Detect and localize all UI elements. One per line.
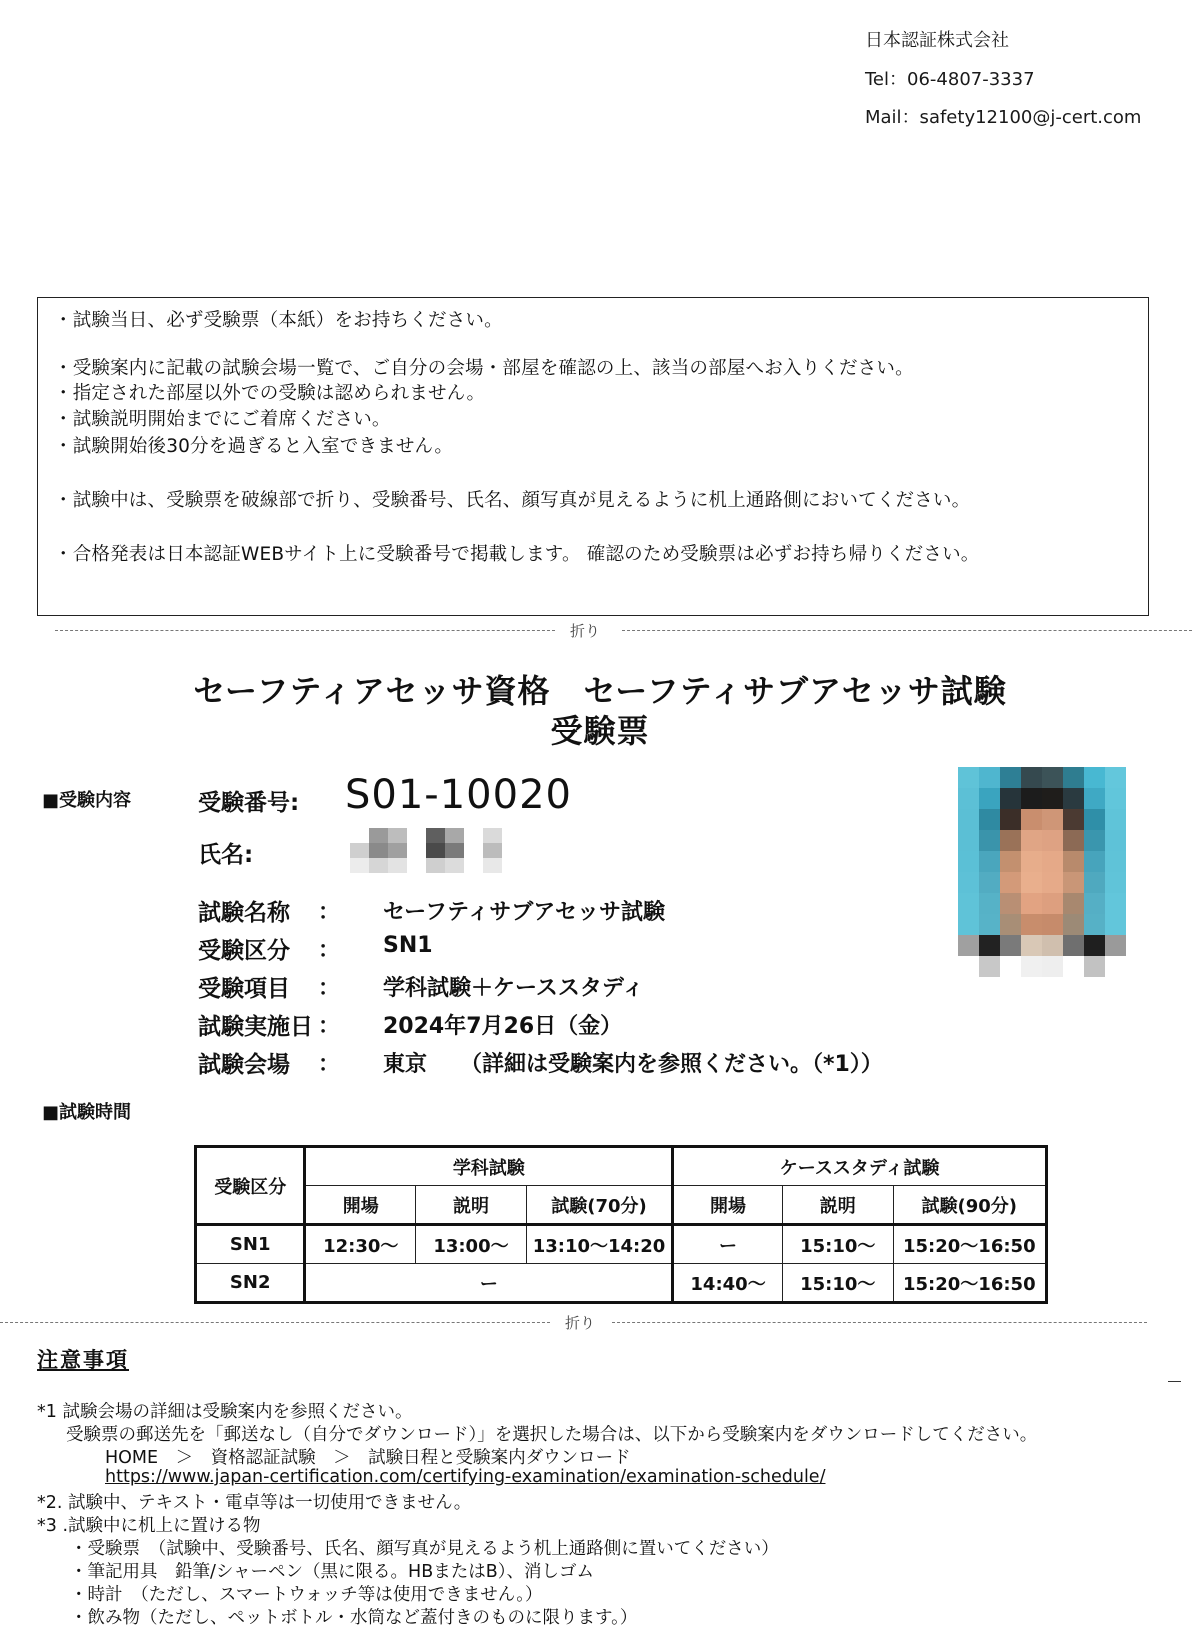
mosaic-cell [1000,767,1021,788]
mosaic-cell [979,809,1000,830]
mosaic-cell [1000,809,1021,830]
mosaic-cell [958,809,979,830]
margin-mark [1168,1381,1181,1382]
mosaic-cell [1084,788,1105,809]
instruction-line: ・指定された部屋以外での受験は認められません。 [54,383,486,404]
mosaic-cell [958,893,979,914]
mosaic-cell [1042,914,1063,935]
mosaic-cell [1063,956,1084,977]
mosaic-cell [350,858,369,873]
section-schedule: ■試験時間 [42,1102,132,1123]
mosaic-cell [1042,788,1063,809]
table-row [196,1264,1047,1303]
mosaic-cell [1000,893,1021,914]
mosaic-cell [1105,893,1126,914]
instruction-line: ・試験中は、受験票を破線部で折り、受験番号、氏名、顔写真が見えるように机上通路側においてください。 [54,490,971,511]
note-line: *3 .試験中に机上に置ける物 [37,1516,261,1536]
section-exam-info: ■受験内容 [42,790,132,811]
field-colon: ： [318,1014,341,1039]
download-link[interactable]: https://www.japan-certification.com/certifying-examination/examination-schedule/ [105,1467,826,1487]
mosaic-cell [1042,872,1063,893]
mosaic-cell [1021,788,1042,809]
company-tel: Tel：06-4807-3337 [865,69,1035,90]
field-colon: ： [318,1052,341,1077]
subheader: 試験(70分) [526,1186,672,1225]
subheader: 説明 [416,1186,527,1225]
mosaic-cell [1021,767,1042,788]
mosaic-cell [1105,935,1126,956]
field-colon: ： [318,900,341,925]
mosaic-cell [1042,893,1063,914]
mosaic-cell [1042,956,1063,977]
row-category: SN2 [196,1264,305,1303]
page-subtitle: 受験票 [550,712,650,750]
field-value: 学科試験＋ケーススタディ [383,976,645,1001]
mosaic-cell [445,843,464,858]
fold-label: 折り [570,622,601,640]
mosaic-cell [464,828,483,843]
mosaic-cell [1042,851,1063,872]
mosaic-cell [1105,767,1126,788]
field-colon: ： [318,938,341,963]
notes-heading: 注意事項 [37,1348,129,1372]
mosaic-cell [1000,851,1021,872]
mosaic-cell [426,858,445,873]
fold-line [622,630,1192,631]
instructions-box [37,297,1149,616]
mosaic-cell [1084,935,1105,956]
mosaic-cell [1021,893,1042,914]
mosaic-cell [502,828,521,843]
mosaic-cell [1021,851,1042,872]
mosaic-cell [1021,872,1042,893]
mosaic-cell [1084,914,1105,935]
header-group-written: 学科試験 [305,1147,673,1186]
field-value: セーフティサブアセッサ試験 [383,900,666,925]
field-colon: ： [318,976,341,1001]
table-cell: 12:30〜 [305,1225,416,1264]
mosaic-cell [1063,893,1084,914]
name-label: 氏名: [198,842,254,868]
mosaic-cell [1042,809,1063,830]
mosaic-cell [464,858,483,873]
mosaic-cell [1021,914,1042,935]
mosaic-cell [388,828,407,843]
instruction-line: ・受験案内に記載の試験会場一覧で、ご自分の会場・部屋を確認の上、該当の部屋へお入りください。 [54,358,914,379]
mosaic-cell [369,828,388,843]
fold-line [0,1322,550,1323]
mosaic-cell [1000,914,1021,935]
mosaic-cell [1063,872,1084,893]
mosaic-cell [979,956,1000,977]
redacted-photo [958,767,1126,977]
mosaic-cell [979,893,1000,914]
mosaic-cell [1063,788,1084,809]
mosaic-cell [502,858,521,873]
mosaic-cell [388,843,407,858]
mosaic-cell [1084,809,1105,830]
mosaic-cell [445,858,464,873]
schedule-table [194,1145,1048,1304]
mosaic-cell [407,828,426,843]
table-cell: 13:10〜14:20 [526,1225,672,1264]
table-cell: 15:10〜 [782,1225,893,1264]
company-mail: Mail：safety12100@j-cert.com [865,107,1142,128]
exam-number-label: 受験番号: [198,790,300,816]
instruction-line: ・試験当日、必ず受験票（本紙）をお持ちください。 [54,310,503,331]
field-label: 試験会場 [198,1052,290,1078]
mosaic-cell [1042,830,1063,851]
note-line: HOME ＞ 資格認証試験 ＞ 試験日程と受験案内ダウンロード [105,1448,631,1468]
header-category: 受験区分 [196,1147,305,1225]
mosaic-cell [1105,830,1126,851]
field-value: 東京 （詳細は受験案内を参照ください。（*1）） [383,1052,883,1077]
field-label: 試験実施日 [198,1014,313,1040]
mosaic-cell [1000,935,1021,956]
field-value: 2024年7月26日（金） [383,1014,623,1039]
mosaic-cell [1105,914,1126,935]
table-cell: 14:40〜 [673,1264,783,1303]
mosaic-cell [1084,872,1105,893]
subheader: 開場 [673,1186,783,1225]
mosaic-cell [958,914,979,935]
table-cell: 15:20〜16:50 [893,1225,1046,1264]
mosaic-cell [369,858,388,873]
note-line: 受験票の郵送先を「郵送なし（自分でダウンロード）」を選択した場合は、以下から受験案内をダウンロードしてください。 [66,1425,1038,1445]
mosaic-cell [1000,830,1021,851]
mosaic-cell [1063,767,1084,788]
mosaic-cell [1063,935,1084,956]
mosaic-cell [1084,851,1105,872]
mosaic-cell [1042,935,1063,956]
mosaic-cell [483,843,502,858]
exam-number: S01-10020 [345,772,572,818]
mosaic-cell [1042,767,1063,788]
mosaic-cell [1021,809,1042,830]
mosaic-cell [483,858,502,873]
company-name: 日本認証株式会社 [865,30,1009,51]
mosaic-cell [958,956,979,977]
mosaic-cell [1063,851,1084,872]
mosaic-cell [1000,872,1021,893]
mosaic-cell [1063,809,1084,830]
field-value: SN1 [383,933,433,958]
mosaic-cell [1105,872,1126,893]
mosaic-cell [958,872,979,893]
mosaic-cell [979,851,1000,872]
mosaic-cell [1105,809,1126,830]
mosaic-cell [979,767,1000,788]
note-line: *1 試験会場の詳細は受験案内を参照ください。 [37,1402,413,1422]
subheader: 試験(90分) [893,1186,1046,1225]
subheader: 説明 [782,1186,893,1225]
mosaic-cell [426,843,445,858]
mosaic-cell [958,767,979,788]
mosaic-cell [464,843,483,858]
mosaic-cell [958,830,979,851]
mosaic-cell [1021,956,1042,977]
mosaic-cell [958,788,979,809]
table-cell: 15:20〜16:50 [893,1264,1046,1303]
mosaic-cell [350,828,369,843]
note-line: ・時計 （ただし、スマートウォッチ等は使用できません。） [70,1585,543,1605]
table-cell: ー [673,1225,783,1264]
mosaic-cell [1105,956,1126,977]
mosaic-cell [1021,935,1042,956]
mosaic-cell [445,828,464,843]
mosaic-cell [483,828,502,843]
field-label: 受験項目 [198,976,290,1002]
mosaic-cell [426,828,445,843]
row-category: SN1 [196,1225,305,1264]
mosaic-cell [1000,788,1021,809]
mosaic-cell [388,858,407,873]
mosaic-cell [1084,956,1105,977]
mosaic-cell [1063,914,1084,935]
note-line: ・飲み物（ただし、ペットボトル・水筒など蓋付きのものに限ります。） [70,1608,638,1628]
note-line: ・受験票 （試験中、受験番号、氏名、顔写真が見えるよう机上通路側に置いてください） [70,1539,779,1559]
instruction-line: ・合格発表は日本認証WEBサイト上に受験番号で掲載します。 確認のため受験票は必ずお持ち帰りください。 [54,544,980,565]
instruction-line: ・試験開始後30分を過ぎると入室できません。 [54,436,454,457]
mosaic-cell [369,843,388,858]
page-title: セーフティアセッサ資格 セーフティサブアセッサ試験 [193,672,1007,710]
mosaic-cell [979,935,1000,956]
field-label: 受験区分 [198,938,290,964]
header-group-case-study: ケーススタディ試験 [673,1147,1047,1186]
mosaic-cell [979,830,1000,851]
mosaic-cell [1084,830,1105,851]
mosaic-cell [958,851,979,872]
mosaic-cell [1084,893,1105,914]
field-label: 試験名称 [198,900,290,926]
note-line: ・筆記用具 鉛筆/シャーペン（黒に限る。HBまたはB）、消しゴム [70,1562,594,1582]
mosaic-cell [1063,830,1084,851]
subheader: 開場 [305,1186,416,1225]
mosaic-cell [407,843,426,858]
table-cell-merged: ー [305,1264,673,1303]
mosaic-cell [350,843,369,858]
fold-line [55,630,555,631]
mosaic-cell [1021,830,1042,851]
fold-line [612,1322,1147,1323]
instruction-line: ・試験説明開始までにご着席ください。 [54,409,391,430]
mosaic-cell [407,858,426,873]
mosaic-cell [979,788,1000,809]
table-cell: 13:00〜 [416,1225,527,1264]
mosaic-cell [979,914,1000,935]
fold-label: 折り [565,1314,596,1332]
mosaic-cell [1105,788,1126,809]
mosaic-cell [1105,851,1126,872]
table-row [196,1225,1047,1264]
redacted-name [350,828,521,873]
mosaic-cell [1084,767,1105,788]
mosaic-cell [979,872,1000,893]
table-cell: 15:10〜 [782,1264,893,1303]
mosaic-cell [502,843,521,858]
mosaic-cell [958,935,979,956]
mosaic-cell [1000,956,1021,977]
note-line: *2. 試験中、テキスト・電卓等は一切使用できません。 [37,1493,472,1513]
